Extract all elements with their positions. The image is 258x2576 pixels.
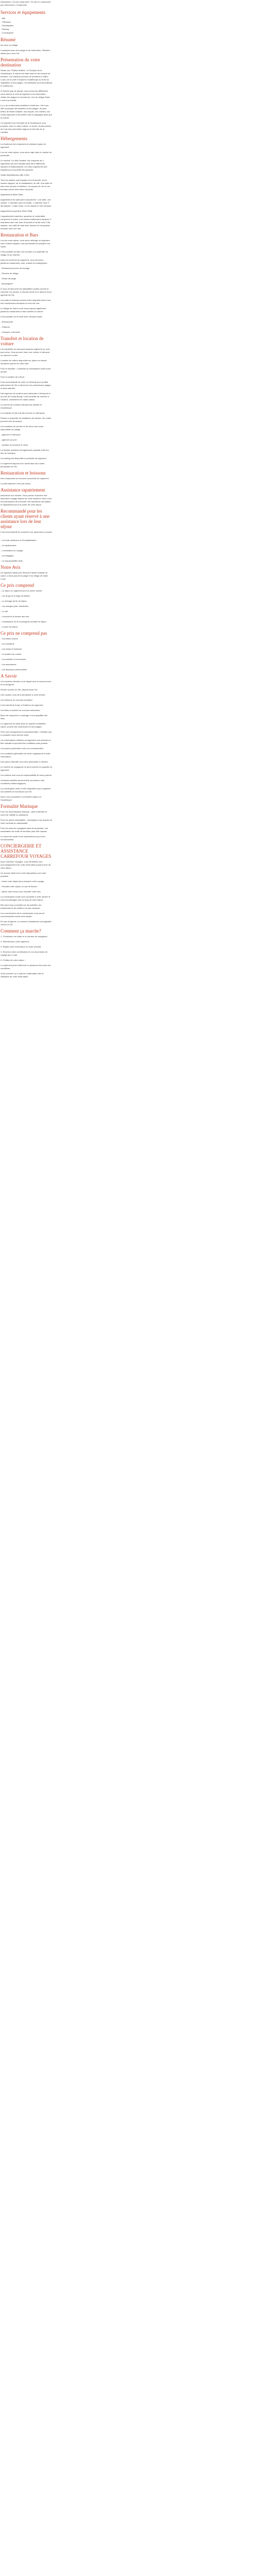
section-paragraph: Il est possible de se faire livrer certains repas : [1, 315, 43, 318]
section-paragraph: - Les assurances [1, 663, 17, 666]
section-paragraph: - Le wifi [1, 610, 8, 613]
section-paragraph: - Snack de plage [1, 277, 17, 280]
section [1, 470, 52, 485]
section-paragraph: Les transferts de l'aéroport jusqu'au logement ne sont pas inclus. Vous pourrez louer une voiture à l'aéroport ou réserver un taxi. [1, 348, 50, 357]
section-paragraph: - Les draps et le linge de toilette [1, 595, 30, 597]
section-title: Transfert et location de voiture [1, 336, 44, 346]
section-paragraph: Pour les mineurs voyageant sans leurs parents, une autorisation de sortie de territoire peut être requise. [1, 827, 49, 833]
section [1, 673, 52, 802]
section-paragraph: Le permis de conduire français est valable en Guadeloupe. [1, 403, 42, 409]
section-paragraph: Elle peut vous conseiller sur les activités, les restaurants et les visites à ne pas manquer. [1, 904, 41, 909]
section-paragraph: 3. Réglez votre réservation en toute sécurité. [1, 945, 42, 948]
section-paragraph: Des restaurants se trouvent à proximité du logement. [1, 477, 50, 480]
section-title: Présentation du votre destination [1, 57, 40, 67]
section-paragraph: - Le rapatriement [1, 544, 17, 547]
section-paragraph: - Les transferts [1, 642, 14, 645]
section-paragraph: - La taxe de séjour [1, 625, 18, 628]
section-paragraph: - Les bagages [1, 554, 14, 557]
section-paragraph: À l'arrivée pas de départ, nous avons les différentes vous donnez le coût du logement à la réservation, visites des plages et commerces, tout au village Saint-Louis à proximité. [1, 90, 51, 101]
section-paragraph: Arrivée à partir de 15h, départ avant 11h. [1, 688, 38, 691]
section-paragraph: - Le séjour en logement pour la durée choisie [1, 589, 42, 592]
section-paragraph: A quelques pas de la plage et de l'animation. Situation idéale pour vivre l'île. [1, 49, 50, 55]
section-paragraph: Il y a de nombreuses activités à l'extérieur. L'île vous offre la plupart des activités et des plages, les plus belles de Marie-Galante, ses criques, ses rivières, ses routes agricoles et les belles vues et paysages ainsi que la culture. [1, 104, 52, 119]
section-paragraph: Le village de Saint-Louis vous propose également plusieurs restaurants et bars animés en soirée. [1, 307, 46, 313]
section-paragraph: Assurance non incluse. Vous pouvez souscrire une assurance voyage auprès de votre assureur. Nous vous recommandons de souscrire une assurance annulation et rapatriement pour la durée de votre séjour. [1, 494, 52, 506]
section-paragraph: Studio Bois/Bambou (Bis 1/2/3) [1, 174, 29, 176]
section-paragraph: - location de scooters et vélos [1, 444, 28, 446]
section-paragraph: Il est recommandé de louer un véhicule pour profiter pleinement de l'île et découvrir ses nombreuses plages et sites naturels. [1, 381, 51, 389]
section-paragraph: Les conditions générales de vente s'appliquent à toute réservation. [1, 752, 51, 758]
section-paragraph: La conciergerie reste à votre disposition pour organiser vos activités et excursions sur l'île. [1, 787, 51, 793]
section-paragraph: Il est possible de faire vos courses à la supérette du village ou au marché. [1, 250, 49, 256]
section-paragraph: Vous recevrez un e-mail de confirmation dès la validation de votre réservation. [1, 972, 44, 978]
section-paragraph: - agences à l'aéroport [1, 433, 21, 436]
section-paragraph: La navette maritime est également possible entre les îles de l'archipel. [1, 449, 49, 454]
section-paragraph: - L'assistance de la conciergerie pendant le séjour [1, 620, 46, 623]
section-paragraph: Lors de votre séjour, vous serez logé dans le meublé de particulier. [1, 151, 52, 157]
section-paragraph: - Les dépenses personnelles [1, 668, 27, 671]
service-item: - Parking [1, 27, 52, 31]
section-paragraph: Les informations relatives au logement sont données à titre indicatif et peuvent être modifiées sans préavis. [1, 739, 51, 744]
section-paragraph: Le logement est situé dans un quartier résidentiel calme, proche des commerces et des plages. [1, 722, 46, 728]
section-title: Recommandé pour les clients ayant réservé à une assistance lors de leur séjour [1, 509, 50, 529]
section-paragraph: Appartement (Bois Sifet) [1, 193, 23, 196]
section-paragraph: - Restaurants [1, 320, 13, 323]
section-paragraph: - La location de voiture [1, 653, 22, 655]
section-paragraph: Location de voiture disponible sur place sur simple demande auprès de votre hôte. [1, 359, 47, 365]
services-title: Services et équipements [1, 10, 45, 15]
section-paragraph: - Avant votre départ pour préparer votre voyage [1, 880, 44, 883]
section-paragraph: 5. Profitez de votre séjour ! [1, 959, 25, 961]
section [1, 336, 52, 468]
section-paragraph: Un logement idéal pour découvrir Marie-Galante au calme, à deux pas de la plage et du village de Saint-Louis. [1, 571, 49, 580]
section-title: Ce prix comprend [1, 583, 34, 588]
section-paragraph: Pour les ressortissants français : carte d'identité en cours de validité ou passeport. [1, 810, 47, 816]
section-paragraph: Le petit déjeuner n'est pas inclus. [1, 482, 31, 485]
section-paragraph: Tous les studios sont équipés d'un lit double, d'une cuisine équipée, de la climatisation, du wifi. Une salle de bain avec douche et toilettes. Un espace de vie et une terrasse privée avec salon de jardin. [1, 179, 52, 191]
section-paragraph: Ce logement sur l'archipel de la Guadeloupe vous propose, avec ou sans voiture, un accès, la découverte de l'une des plus belles régions et des îles de la Caraïbe. [1, 122, 51, 133]
section-paragraph: Les enfants sont sous la responsabilité de leurs parents. [1, 774, 52, 776]
section-paragraph: Les plats et boissons peuvent être dégustés dans l'une des nombreuses terrasses du bord de mer. [1, 299, 51, 304]
section-paragraph: Pour les autres nationalités : renseignez-vous auprès de votre consulat ou ambassade. [1, 819, 52, 824]
service-item: - Conciergerie [1, 31, 52, 35]
section [1, 843, 52, 926]
section-paragraph: Pensez à respecter les limitations de vitesse, les routes peuvent être sinueuses. [1, 417, 52, 422]
section-title: Formalité Marinque [1, 804, 38, 809]
section-paragraph: Il est interdit de fumer à l'intérieur du logement. [1, 704, 44, 706]
section-paragraph: L'appartement supérieur, spacieux et confortable, comprend un salon, une cuisine entièrement équipée, 2 chambres dont une avec lit double et l'autre avec 2 lits simples, une salle de bain avec douche et une grande terrasse avec vue mer. [1, 215, 52, 230]
section-paragraph: - Livraison à domicile [1, 331, 20, 333]
section-paragraph: - La responsabilité civile [1, 560, 23, 562]
section-paragraph: Appartement de plain pied comprenant : une salle, une cuisine, 1 chambre avec lit double, 1 chambre avec 2 lits simples, 1 salle d'eau, un wc séparé et une terrasse. [1, 198, 52, 207]
section [1, 232, 52, 334]
section [1, 57, 52, 134]
section-paragraph: Nous vous souhaitons un excellent séjour en Guadeloupe. [1, 795, 42, 801]
section-paragraph: - Les activités et excursions [1, 658, 26, 660]
section-paragraph: Des agences de location sont présentes à l'aéroport et au port de Grand-Bourg. Il est conseillé de réserver à l'avance, notamment en haute saison. [1, 392, 51, 401]
section-paragraph: 2. Sélectionnez votre logement. [1, 940, 30, 943]
section-paragraph: La conduite se fait à droite comme en métropole. [1, 412, 45, 414]
section-paragraph: - Les billets d'avion [1, 637, 18, 640]
service-item: - Télévision [1, 20, 52, 24]
section [1, 928, 52, 978]
section-paragraph: Le carnet de santé et les vaccinations à jour sont recommandés. [1, 835, 45, 841]
section-paragraph: - L'annulation du voyage [1, 549, 23, 552]
service-item: - Wifi [1, 16, 52, 20]
section-paragraph: - agences au port [1, 438, 17, 441]
section-paragraph: Pour le transfert : Contacter la conciergerie avant votre arrivée. [1, 367, 51, 373]
section-title: Ce prix ne comprend pas [1, 631, 47, 636]
section [1, 136, 52, 230]
section-paragraph: Un parking est disponible à proximité du logement. [1, 457, 47, 460]
section-paragraph: - Après votre retour pour recueillir votre avis [1, 890, 41, 893]
section [1, 631, 52, 671]
section-paragraph: - Pizzeria du village [1, 272, 19, 275]
section [1, 487, 52, 506]
section-paragraph: - Pendant votre séjour en cas de besoin [1, 885, 37, 888]
section-paragraph: Les photos présentées sont non contractuelles. [1, 747, 44, 750]
section-paragraph: À vous de découvrir les spécialités locales comme le colombo, les accras, le boudin créole et le fameux rhum agricole de l'île. [1, 287, 52, 296]
section [1, 565, 52, 581]
section [1, 583, 52, 629]
section-paragraph: Les fêtes et soirées ne sont pas autorisées. [1, 709, 41, 711]
section-paragraph: Certaines activités peuvent être soumises à des conditions météorologiques. [1, 779, 44, 785]
section-title: A Savoir [1, 673, 17, 679]
section-paragraph: Une caution vous sera demandée à votre arrivée. [1, 693, 46, 696]
section-title: Hébergements [1, 136, 27, 141]
section-title: CONCIERGERIE ET ASSISTANCE CARREFOUR VOYAGES [1, 843, 52, 859]
section-paragraph: Lors de votre séjour, vous serez hébergé en logement avec cuisine équipée vous permettant de préparer vos repas. [1, 239, 51, 248]
section-paragraph: 1. Choisissez vos dates et le nombre de voyageurs. [1, 935, 48, 938]
section-paragraph: Le meublé "La Villa Caraïbe" est composé de 2 logements qui sont répartis dans deux bâtiments séparés et indépendants. Les deux logements sont équipés pour accueillir des groupes. [1, 159, 47, 171]
section-paragraph: Le paiement peut s'effectuer en plusieurs fois selon les conditions. [1, 964, 51, 970]
section-paragraph: Les coordonnées de la conciergerie vous seront communiquées avant votre départ. [1, 912, 45, 918]
section-paragraph: Au cœur du village [1, 44, 18, 46]
section-paragraph: La résidence est composée de plusieurs types de logement : [1, 143, 46, 148]
section [1, 37, 52, 55]
services-list [1, 16, 52, 35]
section-paragraph: Un service client est à votre disposition pour toute question : [1, 872, 46, 877]
section-title: Restauration et Bars [1, 232, 38, 238]
section-paragraph: - Les repas et boissons [1, 648, 22, 650]
section-paragraph: - Les charges (eau, électricité) [1, 605, 28, 607]
section-paragraph: Avec Carrefour Voyages, vous bénéficiez d'un accompagnement de votre réservation jusqu'à la fin de votre séjour. [1, 860, 51, 869]
section-paragraph: Le logement dispose d'un accès aisé aux routes principales de l'île. [1, 462, 45, 468]
section-title: Assistance rapatriement [1, 487, 45, 493]
section-paragraph: 4. Recevez votre confirmation et vos documents de voyage par e-mail. [1, 951, 47, 956]
section-title: Comment ça marche? [1, 928, 41, 934]
section-paragraph: Dans les environs du logement, vous trouverez plusieurs restaurants, bars, snacks et boulangeries : [1, 259, 49, 264]
section-paragraph: Les locations de scooter et de vélos sont aussi disponibles au village. [1, 425, 43, 431]
section [1, 509, 52, 563]
section-paragraph: - Le ménage de fin de séjour [1, 600, 27, 602]
section-paragraph: La conciergerie locale vous accueille à votre arrivée et vous accompagne tout au long de votre séjour. [1, 895, 51, 901]
section-paragraph: - Boulangerie [1, 282, 13, 285]
section-paragraph: - Restaurant proche de la plage [1, 267, 30, 269]
sections [1, 37, 52, 978]
section-paragraph: Appartement supérieur (Bois Sifet) [1, 210, 33, 212]
section-title: Restauration et boissons [1, 470, 46, 476]
section-paragraph: - L'accueil et la remise des clés [1, 615, 29, 618]
section-paragraph: Une pièce d'identité vous sera demandée à l'arrivée. [1, 760, 49, 763]
section-paragraph: - Traiteurs [1, 326, 10, 328]
section-paragraph: Située aux "Petites Antilles", à l'Archipel de la Guadeloupe, le séjour est situé dans un lieu unique du territoire. Les visiteurs peuvent se promener à Saint-Louis, sur la côte et explorer Guadeloupe au fil de sa végétation et ses plages. Les habitants sont accueillants et chaleureux. [1, 69, 52, 87]
intro-text: Description | Ce joli compromis ! Ce prix en compromis par l'annonceur | Compromis [1, 1, 51, 6]
section-paragraph: - Les frais médicaux et d'hospitalisation [1, 539, 37, 541]
section-paragraph: Pour tout renseignement complémentaire, n'hésitez pas à contacter notre service client. [1, 731, 52, 736]
section-paragraph: Les horaires d'arrivée et de départ sont à convenir avec la conciergerie. [1, 680, 52, 686]
section-paragraph: Les animaux ne sont pas acceptés. [1, 699, 33, 701]
section-paragraph: Il est recommandé de souscrire une assurance couvrant : [1, 531, 52, 536]
section-paragraph: Pour la location de voiture : [1, 376, 26, 378]
description-content [0, 0, 52, 978]
section-paragraph: En cas d'urgence, un numéro d'assistance est joignable 24h/24 et 7j/7. [1, 920, 52, 926]
service-item: - Climatisation [1, 24, 52, 27]
section [1, 804, 52, 841]
section-paragraph: Merci de respecter le voisinage et la tranquillité des lieux. [1, 714, 47, 720]
section-title: Notre Avis [1, 565, 21, 570]
section-paragraph: Le nombre de voyageurs ne peut excéder la capacité du logement. [1, 766, 52, 771]
section-title: Résumé [1, 37, 15, 42]
